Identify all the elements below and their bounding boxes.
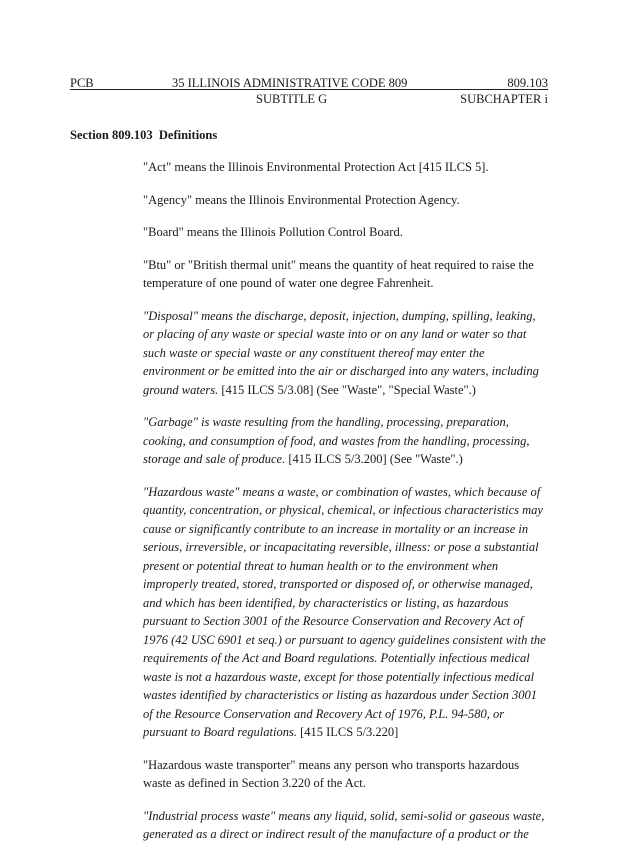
garbage-statutory-text: "Garbage" is waste resulting from the handling, processing, preparation, cooking, and consumption of food, and wastes from the handling, processing, storage and sale of produce. <box>143 415 530 466</box>
definition-disposal <box>143 307 548 400</box>
garbage-citation: [415 ILCS 5/3.200] (See "Waste".) <box>285 452 463 466</box>
disposal-statutory-text: "Disposal" means the discharge, deposit, injection, dumping, spilling, leaking, or placing of any waste or special waste into or on any land or water so that such waste or special waste or any constituent thereof may enter the environment or be emitted into the air or discharged into any waters, including ground waters. <box>143 308 539 397</box>
definition-garbage <box>143 413 548 469</box>
definition-hazardous-waste <box>143 483 548 742</box>
hazardous-waste-statutory-text: "Hazardous waste" means a waste, or combination of wastes, which because of quantity, concentration, or physical, chemical, or infectious characteristics may cause or significantly contribute to an increase in mortality or an increase in serious, irreversible, or incapacitating reversible, illness: or pose a substantial present or potential threat to human health or to the environment when improperly treated, stored, transported or disposed of, or otherwise managed, and which has been identified, by characteristics or listing, as hazardous pursuant to Section 3001 of the Resource Conservation and Recovery Act of 1976 (42 USC 6901 et seq.) or pursuant to agency guidelines consistent with the requirements of the Act and Board regulations. Potentially infectious medical waste is not a hazardous waste, except for those potentially infectious medical wastes identified by characteristics or listing as hazardous under Section 3001 of the Resource Conservation and Recovery Act of 1976, P.L. 94-580, or pursuant to Board regulations. <box>143 484 546 739</box>
definition-act: "Act" means the Illinois Environmental Protection Act [415 ILCS 5]. <box>143 160 489 174</box>
industrial-process-waste-text: "Industrial process waste" means any liquid, solid, semi-solid or gaseous waste, generated as a direct or indirect result of the manufacture of a product or the <box>143 808 545 841</box>
header-subchapter: SUBCHAPTER i <box>460 92 548 106</box>
hazardous-waste-citation: [415 ILCS 5/3.220] <box>296 725 399 739</box>
section-title: Definitions <box>158 128 218 142</box>
definitions-body <box>143 158 548 858</box>
header-agency: PCB <box>70 76 94 90</box>
header-section-number: 809.103 <box>507 76 548 90</box>
definition-industrial-process-waste <box>143 807 548 844</box>
definition-board: "Board" means the Illinois Pollution Control Board. <box>143 225 403 239</box>
header-subtitle: SUBTITLE G <box>256 92 328 106</box>
definition-btu: "Btu" or "British thermal unit" means the quantity of heat required to raise the temperature of one pound of water one degree Fahrenheit. <box>143 257 534 290</box>
header-code-title: 35 ILLINOIS ADMINISTRATIVE CODE 809 <box>172 76 408 90</box>
section-number: Section 809.103 <box>70 128 153 142</box>
header-rule <box>70 89 548 90</box>
disposal-citation: [415 ILCS 5/3.08] (See "Waste", "Special Waste".) <box>218 382 476 397</box>
definition-agency: "Agency" means the Illinois Environmental Protection Agency. <box>143 192 460 207</box>
section-heading <box>70 128 217 143</box>
definition-hazardous-waste-transporter: "Hazardous waste transporter" means any person who transports hazardous waste as defined in Section 3.220 of the Act. <box>143 757 520 790</box>
